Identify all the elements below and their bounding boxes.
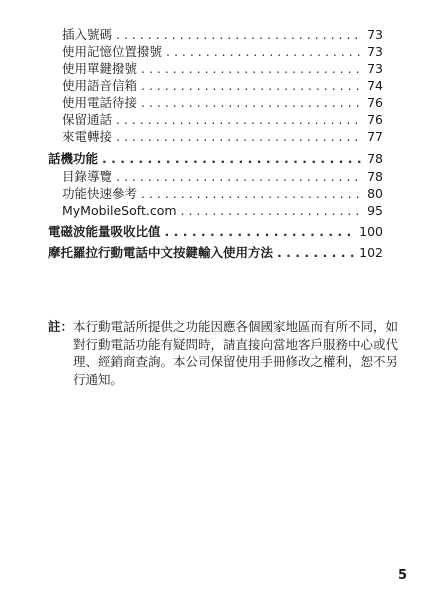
toc-chapter-label: 摩托羅拉行動電話中文按鍵輸入使用方法: [48, 245, 274, 260]
toc-chapter-page: 100: [359, 224, 383, 239]
toc-entry[interactable]: [62, 203, 383, 218]
note-label: 註：: [48, 319, 74, 334]
toc-entry-label: 使用單鍵撥號: [62, 61, 138, 76]
toc-chapter-page: 78: [367, 151, 383, 166]
toc-entry-label: 功能快速參考: [62, 186, 138, 201]
toc-entry-page: 73: [367, 27, 383, 42]
toc-entry[interactable]: [62, 95, 383, 110]
toc-entry[interactable]: [62, 112, 383, 127]
toc-leader-dots: [116, 169, 363, 184]
toc-leader-dots: [141, 61, 363, 76]
toc-entry-page: 77: [367, 129, 383, 144]
toc-chapter-entry[interactable]: [48, 224, 383, 239]
toc-leader-dots: [141, 95, 363, 110]
toc-entry[interactable]: [62, 78, 383, 93]
toc-entry-page: 74: [367, 78, 383, 93]
toc-entry[interactable]: [62, 27, 383, 42]
toc-chapter-label: 話機功能: [48, 151, 99, 166]
toc-leader-dots: [166, 44, 363, 59]
toc-entry-page: 73: [367, 61, 383, 76]
toc-leader-dots: [141, 186, 363, 201]
note-text: 本行動電話所提供之功能因應各個國家地區而有所不同，如對行動電話功能有疑問時，請直接向當地客戶服務中心或代理、經銷商查詢。本公司保留使用手冊修改之權利，恕不另行通知。: [73, 319, 399, 387]
toc-leader-dots: [102, 151, 363, 166]
toc-chapter-page: 102: [359, 245, 383, 260]
toc-entry-page: 73: [367, 44, 383, 59]
toc-entry[interactable]: [62, 61, 383, 76]
toc-chapter-entry[interactable]: [48, 245, 383, 260]
toc-entry-label: 使用電話待接: [62, 95, 138, 110]
toc-entry[interactable]: [62, 129, 383, 144]
toc-entry-page: 80: [367, 186, 383, 201]
page-number: 5: [397, 568, 407, 583]
toc-entry-page: 76: [367, 112, 383, 127]
toc-entry-page: 78: [367, 169, 383, 184]
toc-entry-label: 目錄導覽: [62, 169, 113, 184]
toc-entry-page: 76: [367, 95, 383, 110]
toc-entry-page: 95: [367, 203, 383, 218]
toc-entry-label: 使用記憶位置撥號: [62, 44, 163, 59]
toc-chapter-entry[interactable]: [48, 151, 383, 166]
toc-entry-label: MyMobileSoft.com: [62, 203, 177, 218]
toc-entry-label: 來電轉接: [62, 129, 113, 144]
toc-entry-label: 使用語音信箱: [62, 78, 138, 93]
toc-leader-dots: [116, 112, 363, 127]
toc-leader-dots: [165, 224, 356, 239]
toc-leader-dots: [277, 245, 355, 260]
toc-entry-label: 插入號碼: [62, 27, 113, 42]
toc-leader-dots: [181, 203, 364, 218]
toc-entry[interactable]: [62, 44, 383, 59]
toc-entry[interactable]: [62, 169, 383, 184]
toc-entry-label: 保留通話: [62, 112, 113, 127]
toc-leader-dots: [141, 78, 363, 93]
disclaimer-note: [48, 318, 408, 388]
toc-chapter-label: 電磁波能量吸收比值: [48, 224, 161, 239]
toc-leader-dots: [116, 129, 363, 144]
toc-entry[interactable]: [62, 186, 383, 201]
toc-leader-dots: [116, 27, 363, 42]
